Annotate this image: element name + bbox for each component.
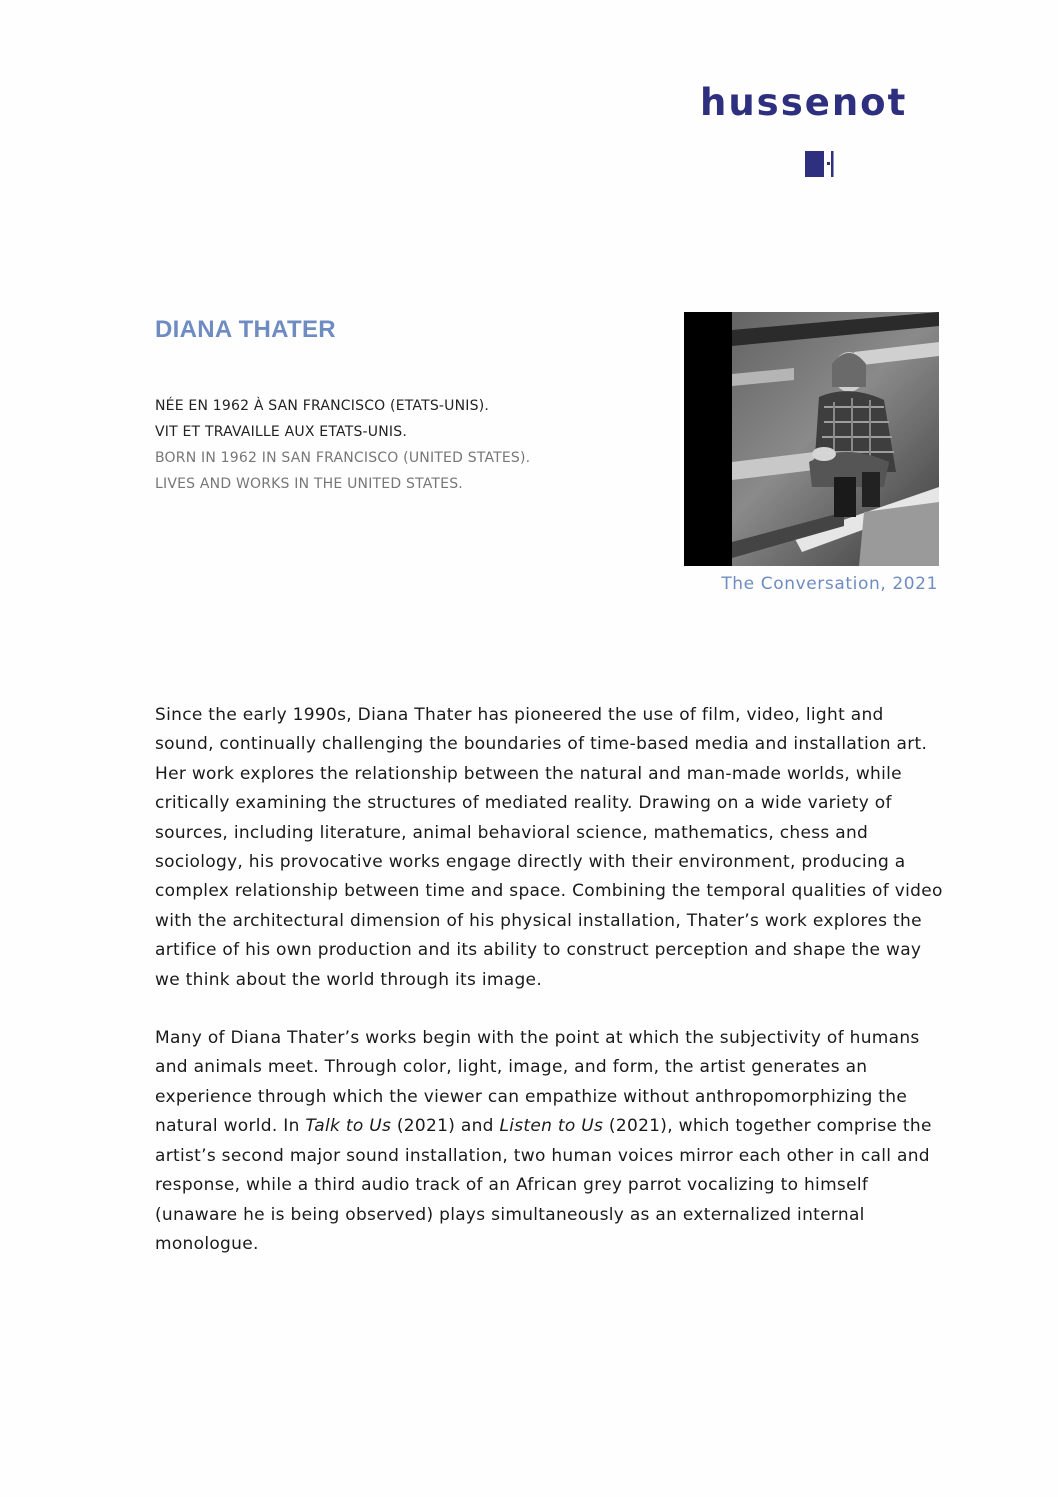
paragraph-2-text: Many of Diana Thater’s works begin with the point at which the subjectivity of humans and animals meet. Through color, light, image, and form, the artist generates an experience through which the viewer can empathize without anthropomorphizing the natural world. In [155, 1028, 920, 1137]
bio-en-residence: LIVES AND WORKS IN THE UNITED STATES. [155, 476, 463, 492]
statement-paragraph-2 [155, 1024, 945, 1259]
paragraph-2-text: (2021), which together comprise the artist’s second major sound installation, two human voices mirror each other in call and response, while a third audio track of an African grey parrot vocalizing to himself (unaware he is being observed) plays simultaneously as an externalized internal monologue. [155, 1116, 932, 1254]
artist-photo [684, 312, 939, 566]
statement-paragraph-1: Since the early 1990s, Diana Thater has pioneered the use of film, video, light and sound, continually challenging the boundaries of time-based media and installation art. Her work explores the relationship between the natural and man-made worlds, while critically examining the structures of mediated reality. Drawing on a wide variety of sources, including literature, animal behavioral science, mathematics, chess and sociology, his provocative works engage directly with their environment, producing a complex relationship between time and space. Combining the temporal qualities of video with the architectural dimension of his physical installation, Thater’s work explores the artifice of his own production and its ability to construct perception and shape the way we think about the world through its image. [155, 705, 943, 990]
bio-fr-birth: NÉE EN 1962 À SAN FRANCISCO (ETATS-UNIS). [155, 398, 490, 414]
paragraph-2-text: (2021) and [391, 1116, 500, 1137]
bio-en-birth: BORN IN 1962 IN SAN FRANCISCO (UNITED STATES). [155, 450, 531, 466]
artist-statement [155, 701, 945, 1288]
photo-caption: The Conversation, 2021 [721, 574, 938, 594]
work-title-talk-to-us: Talk to Us [305, 1116, 392, 1137]
work-title-listen-to-us: Listen to Us [499, 1116, 604, 1137]
logo-wordmark: hussenot [700, 81, 908, 124]
gallery-logo [700, 78, 940, 128]
artist-bio [155, 393, 530, 497]
gallery-mark-icon [805, 151, 835, 177]
bio-fr-residence: VIT ET TRAVAILLE AUX ETATS-UNIS. [155, 424, 407, 440]
artist-name: DIANA THATER [155, 316, 336, 343]
